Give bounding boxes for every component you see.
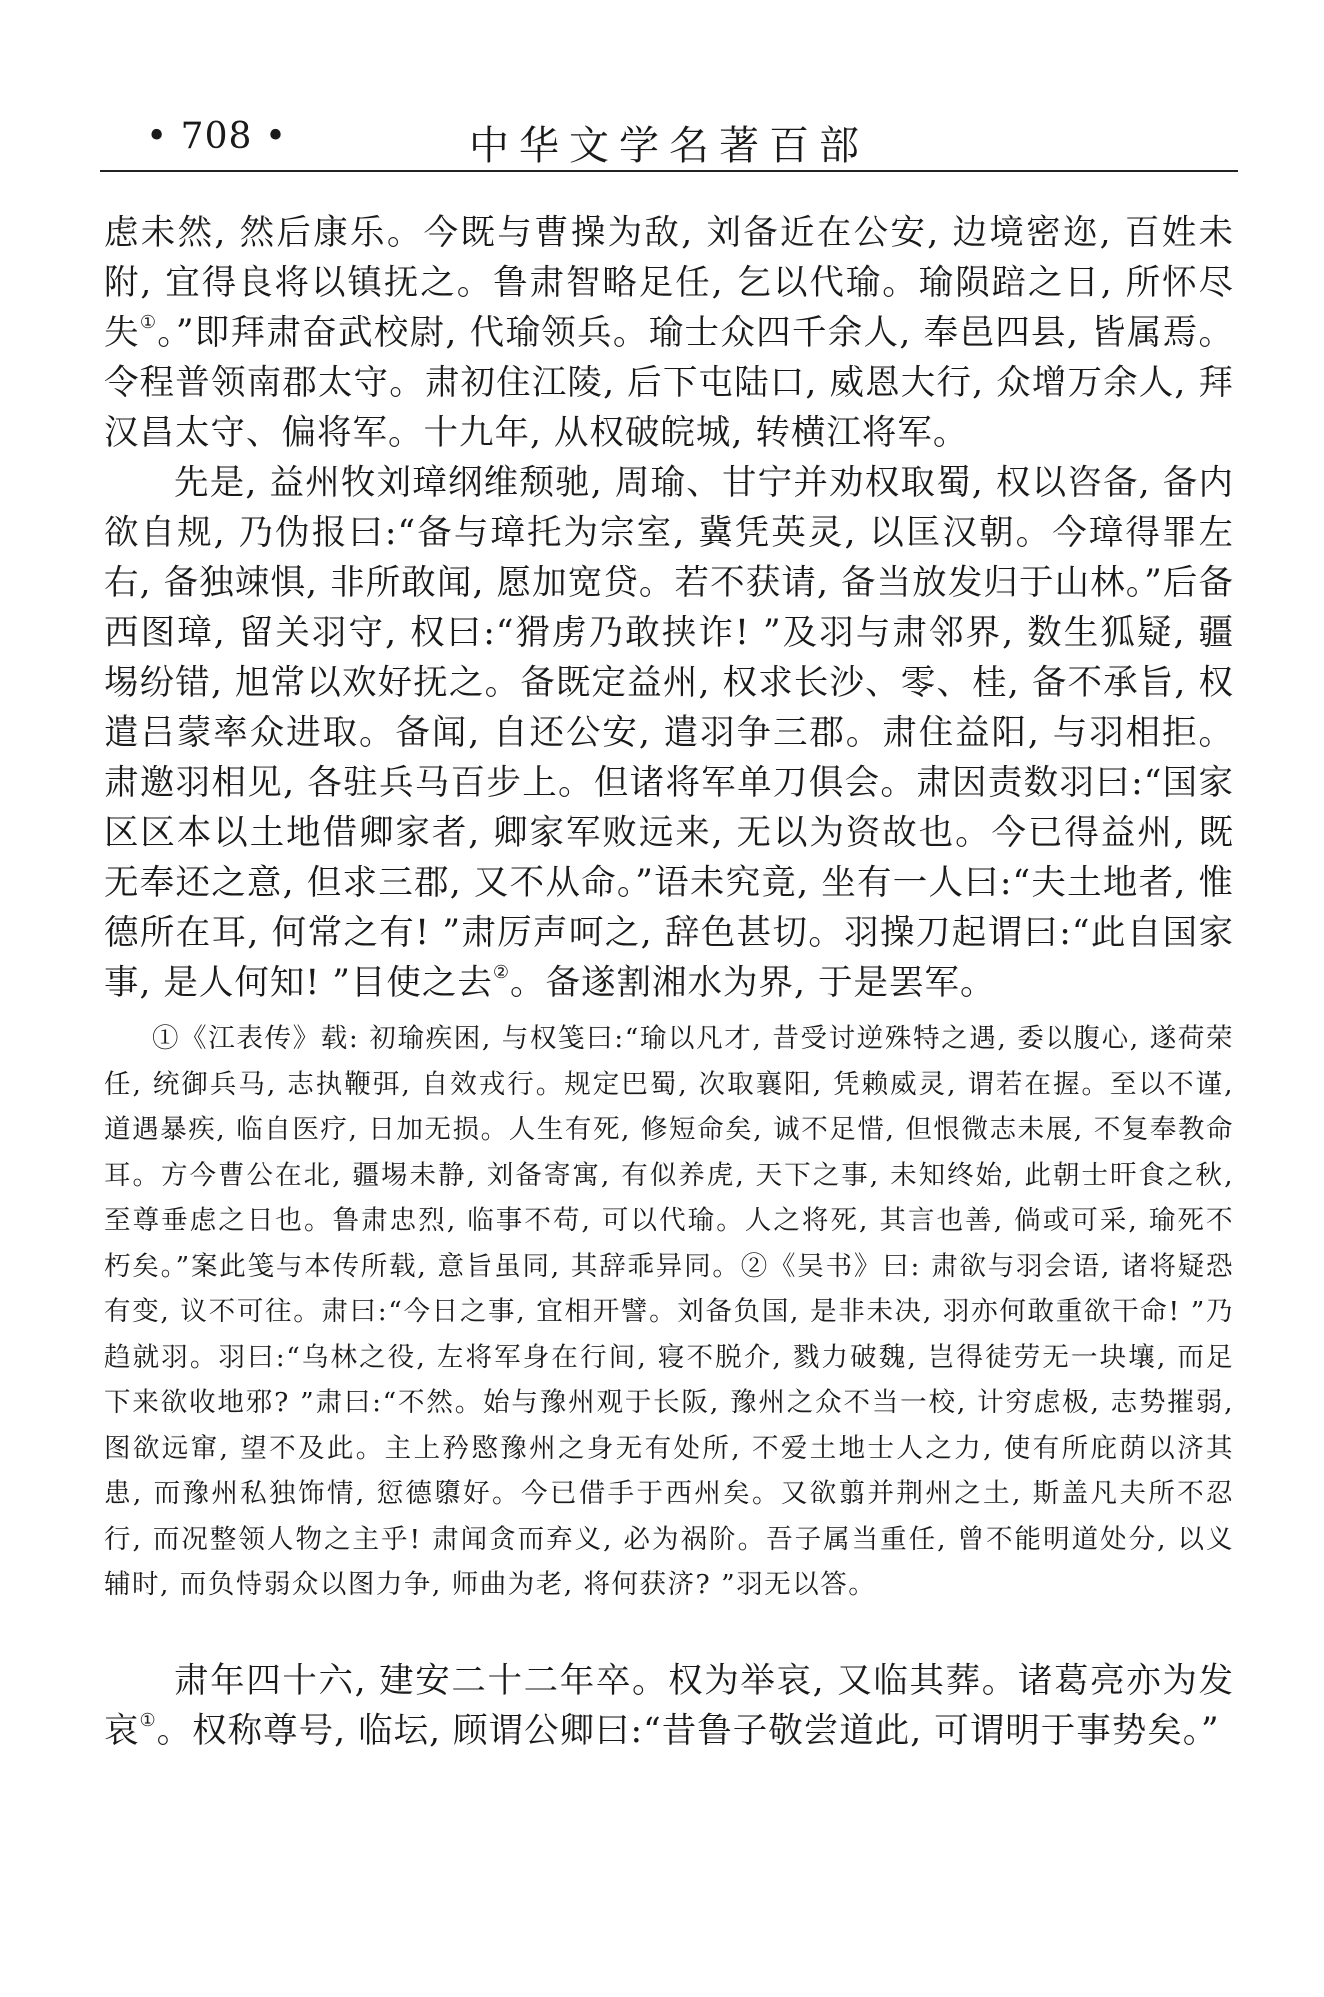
running-title: 中华文学名著百部	[469, 123, 869, 169]
main-text	[104, 208, 1234, 1756]
paragraph-1	[104, 208, 1234, 458]
page-header	[100, 108, 1238, 168]
footnote-block: ①《江表传》载: 初瑜疾困, 与权笺曰:“瑜以凡才, 昔受讨逆殊特之遇, 委以腹心, 遂荷荣任, 统御兵马, 志执鞭弭, 自效戎行。规定巴蜀, 次取襄阳, 凭赖威灵, 谓若在握。至以不谨, 道遇暴疾, 临自医疗, 日加无损。人生有死, 修短命矣, 诚不足惜, 但恨微志未展, 不复奉教命耳。方今曹公在北, 疆埸未静, 刘备寄寓, 有似养虎, 天下之事, 未知终始, 此朝士旰食之秋, 至尊垂虑之日也。鲁肃忠烈, 临事不苟, 可以代瑜。人之将死, 其言也善, 倘或可采, 瑜死不朽矣。”案此笺与本传所载, 意旨虽同, 其辞乖异同。②《吴书》曰: 肃欲与羽会语, 诸将疑恐有变, 议不可往。肃曰:“今日之事, 宜相开譬。刘备负国, 是非未决, 羽亦何敢重欲干命! ”乃趋就羽。羽曰:“乌林之役, 左将军身在行间, 寝不脱介, 戮力破魏, 岂得徒劳无一块壤, 而足下来欲收地邪? ”肃曰:“不然。始与豫州观于长阪, 豫州之众不当一校, 计穷虑极, 志势摧弱, 图欲远窜, 望不及此。主上矜愍豫州之身无有处所, 不爱土地士人之力, 使有所庇荫以济其患, 而豫州私独饰情, 愆德隳好。今已借手于西州矣。又欲翦并荆州之土, 斯盖凡夫所不忍行, 而况整领人物之主乎! 肃闻贪而弃义, 必为祸阶。吾子属当重任, 曾不能明道处分, 以义辅时, 而负恃弱众以图力争, 师曲为老, 将何获济? ”羽无以答。	[104, 1023, 1234, 1600]
footnotes	[104, 1016, 1234, 1608]
paragraph-3	[104, 1656, 1234, 1756]
spacer	[104, 1608, 1234, 1656]
footnote-marker: ①	[139, 1709, 157, 1731]
paragraph-3-text: 肃年四十六, 建安二十二年卒。权为举哀, 又临其葬。诸葛亮亦为发哀	[104, 1660, 1234, 1751]
paragraph-2-text: 先是, 益州牧刘璋纲维颓驰, 周瑜、甘宁并劝权取蜀, 权以咨备, 备内欲自规, 乃伪报曰:“备与璋托为宗室, 冀凭英灵, 以匡汉朝。今璋得罪左右, 备独竦惧, 非所敢闻, 愿加宽贷。若不获请, 备当放发归于山林。”后备西图璋, 留关羽守, 权曰:“猾虏乃敢挟诈! ”及羽与肃邻界, 数生狐疑, 疆埸纷错, 旭常以欢好抚之。备既定益州, 权求长沙、零、桂, 备不承旨, 权遣吕蒙率众进取。备闻, 自还公安, 遣羽争三郡。肃住益阳, 与羽相拒。肃邀羽相见, 各驻兵马百步上。但诸将军单刀俱会。肃因责数羽曰:“国家区区本以土地借卿家者, 卿家军败远来, 无以为资故也。今已得益州, 既无奉还之意, 但求三郡, 又不从命。”语未究竟, 坐有一人曰:“夫土地者, 惟德所在耳, 何常之有! ”肃厉声呵之, 辞色甚切。羽操刀起谓曰:“此自国家事, 是人何知! ”目使之去	[104, 463, 1234, 1003]
page-number: • 708 •	[146, 116, 288, 157]
header-rule	[100, 170, 1238, 172]
paragraph-1-text-end: 。”即拜肃奋武校尉, 代瑜领兵。瑜士众四千余人, 奉邑四县, 皆属焉。令程普领南郡太守。肃初住江陵, 后下屯陆口, 威恩大行, 众增万余人, 拜汉昌太守、偏将军。十九年, 从权破皖城, 转横江将军。	[104, 313, 1235, 453]
paragraph-2	[104, 458, 1234, 1008]
paragraph-1-text: 虑未然, 然后康乐。今既与曹操为敌, 刘备近在公安, 边境密迩, 百姓未附, 宜得良将以镇抚之。鲁肃智略足任, 乞以代瑜。瑜陨踣之日, 所怀尽失	[104, 213, 1234, 353]
paragraph-3-text-end: 。权称尊号, 临坛, 顾谓公卿曰:“昔鲁子敬尝道此, 可谓明于事势矣。”	[156, 1710, 1220, 1751]
footnote-marker: ②	[492, 962, 511, 983]
footnote-marker: ①	[139, 312, 158, 333]
paragraph-2-text-end: 。备遂割湘水为界, 于是罢军。	[510, 963, 996, 1003]
